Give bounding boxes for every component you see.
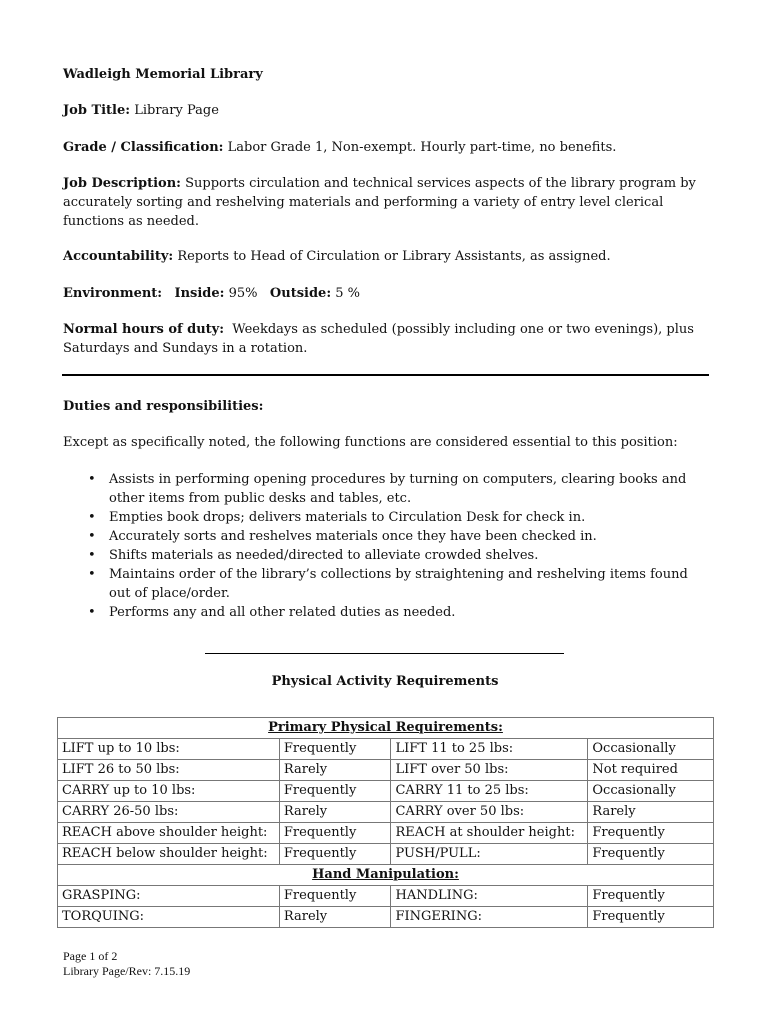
- list-item: • Performs any and all other related duties as needed.: [88, 605, 456, 620]
- table-cell: Frequently: [279, 739, 391, 760]
- physical-requirements-table: [57, 717, 714, 928]
- library-name: Wadleigh Memorial Library: [63, 67, 263, 82]
- job-title: Job Title: Library Page: [63, 103, 219, 118]
- table-cell: REACH above shoulder height:: [58, 823, 280, 844]
- list-item: • Accurately sorts and reshelves materials once they have been checked in.: [88, 529, 597, 544]
- hours-of-duty: Normal hours of duty: Weekdays as scheduled (possibly including one or two evenings), plus Saturdays and Sundays in a rotation.: [63, 322, 694, 356]
- table-cell: Frequently: [279, 781, 391, 802]
- table-cell: Frequently: [279, 844, 391, 865]
- bullet-icon: •: [88, 510, 96, 525]
- list-item: • Assists in performing opening procedures by turning on computers, clearing books and other items from public desks and tables, etc.: [88, 472, 687, 506]
- job-description: Job Description: Supports circulation and technical services aspects of the library program by accurately sorting and reshelving materials and performing a variety of entry level clerical functions as needed.: [63, 176, 696, 229]
- page-number: Page 1 of 2: [63, 949, 118, 963]
- bullet-icon: •: [88, 529, 96, 544]
- table-cell: GRASPING:: [58, 886, 280, 907]
- list-item: • Shifts materials as needed/directed to alleviate crowded shelves.: [88, 548, 539, 563]
- table-row: [58, 865, 714, 886]
- table-cell: HANDLING:: [391, 886, 588, 907]
- table-cell: REACH at shoulder height:: [391, 823, 588, 844]
- table-row: [58, 760, 714, 781]
- table-cell: Frequently: [279, 886, 391, 907]
- table-row: [58, 781, 714, 802]
- revision-note: Library Page/Rev: 7.15.19: [63, 964, 191, 978]
- table-cell: Occasionally: [588, 739, 714, 760]
- list-item: • Empties book drops; delivers materials to Circulation Desk for check in.: [88, 510, 586, 525]
- table-cell: Rarely: [279, 760, 391, 781]
- table-cell: TORQUING:: [58, 907, 280, 928]
- table-row: [58, 739, 714, 760]
- table-cell: Frequently: [588, 844, 714, 865]
- table-cell: CARRY 11 to 25 lbs:: [391, 781, 588, 802]
- environment: Environment: Inside: 95% Outside: 5 %: [63, 286, 361, 301]
- table-cell: LIFT 26 to 50 lbs:: [58, 760, 280, 781]
- table-row: [58, 886, 714, 907]
- table-cell: CARRY 26-50 lbs:: [58, 802, 280, 823]
- table-cell: Frequently: [588, 886, 714, 907]
- table-cell: CARRY over 50 lbs:: [391, 802, 588, 823]
- duties-heading: Duties and responsibilities:: [63, 399, 264, 414]
- duties-list: [63, 470, 713, 622]
- table-cell: LIFT 11 to 25 lbs:: [391, 739, 588, 760]
- table-row: [58, 802, 714, 823]
- bullet-icon: •: [88, 567, 96, 582]
- table-cell: LIFT up to 10 lbs:: [58, 739, 280, 760]
- table-cell: LIFT over 50 lbs:: [391, 760, 588, 781]
- table-row: [58, 844, 714, 865]
- hand-heading: Hand Manipulation:: [58, 865, 714, 886]
- table-cell: Occasionally: [588, 781, 714, 802]
- table-cell: FINGERING:: [391, 907, 588, 928]
- table-cell: Rarely: [279, 802, 391, 823]
- table-cell: REACH below shoulder height:: [58, 844, 280, 865]
- table-cell: Rarely: [588, 802, 714, 823]
- table-cell: PUSH/PULL:: [391, 844, 588, 865]
- table-row: [58, 823, 714, 844]
- table-row: [58, 907, 714, 928]
- table-cell: Frequently: [279, 823, 391, 844]
- table-cell: Frequently: [588, 907, 714, 928]
- grade-classification: Grade / Classification: Labor Grade 1, Non-exempt. Hourly part-time, no benefits.: [63, 140, 617, 155]
- table-cell: CARRY up to 10 lbs:: [58, 781, 280, 802]
- table-row: [58, 718, 714, 739]
- table-cell: Not required: [588, 760, 714, 781]
- list-item: • Maintains order of the library’s collections by straightening and reshelving items found out of place/order.: [88, 567, 688, 601]
- short-divider: [205, 653, 564, 654]
- duties-intro: Except as specifically noted, the following functions are considered essential to this position:: [63, 435, 678, 450]
- bullet-icon: •: [88, 472, 96, 487]
- bullet-icon: •: [88, 605, 96, 620]
- primary-heading: Primary Physical Requirements:: [58, 718, 714, 739]
- physical-title: Physical Activity Requirements: [271, 674, 499, 689]
- table-cell: Rarely: [279, 907, 391, 928]
- accountability: Accountability: Reports to Head of Circulation or Library Assistants, as assigned.: [63, 249, 611, 264]
- bullet-icon: •: [88, 548, 96, 563]
- table-cell: Frequently: [588, 823, 714, 844]
- section-divider: [62, 374, 709, 376]
